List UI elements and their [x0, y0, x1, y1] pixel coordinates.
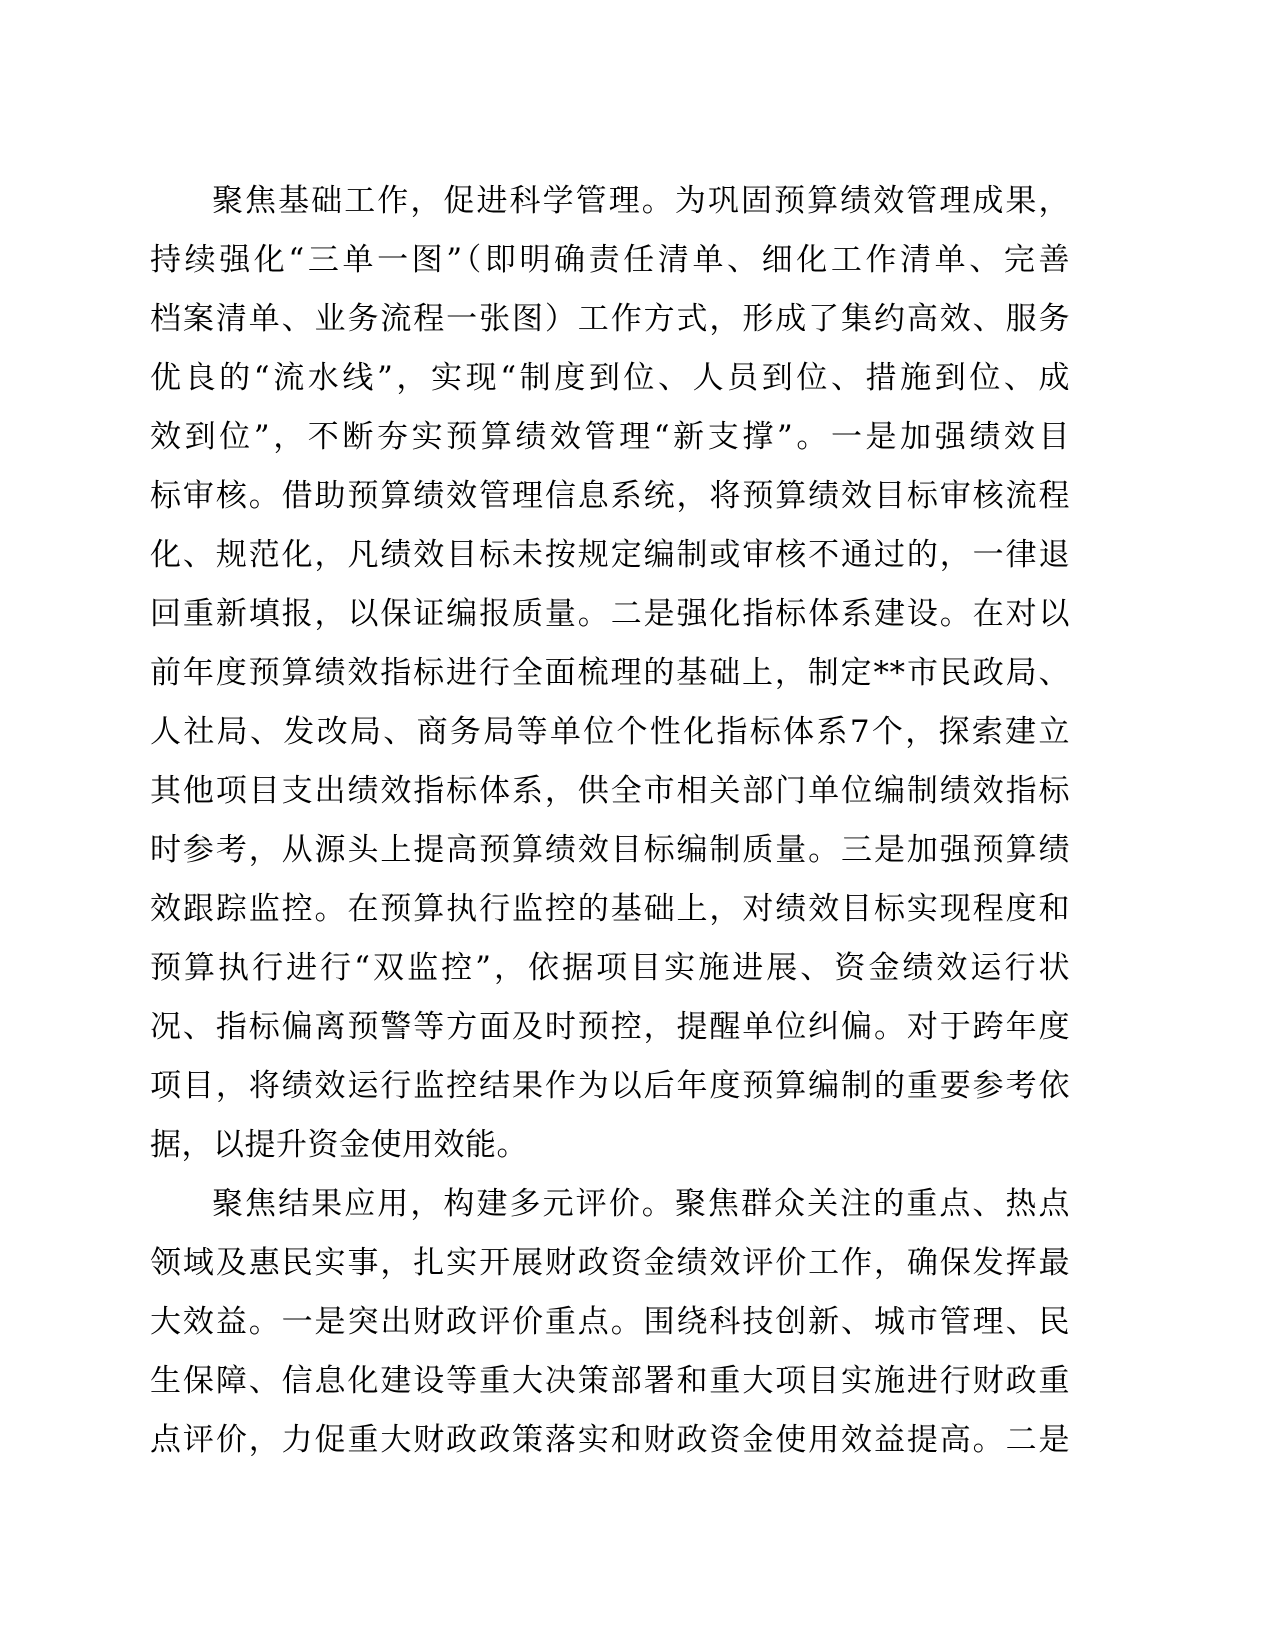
text-line: 生保障、信息化建设等重大决策部署和重大项目实施进行财政重 [150, 1363, 1070, 1399]
text-line: 回重新填报，以保证编报质量。二是强化指标体系建设。在对以 [150, 596, 1070, 632]
text-line: 据，以提升资金使用效能。 [150, 1127, 528, 1163]
text-line: 预算执行进行“双监控”，依据项目实施进展、资金绩效运行状 [150, 950, 1070, 986]
text-line: 项目，将绩效运行监控结果作为以后年度预算编制的重要参考依 [150, 1068, 1070, 1104]
text-line: 点评价，力促重大财政政策落实和财政资金使用效益提高。二是 [150, 1422, 1070, 1458]
text-line: 优良的“流水线”，实现“制度到位、人员到位、措施到位、成 [150, 360, 1070, 396]
document-body [150, 172, 1070, 1470]
text-line: 时参考，从源头上提高预算绩效目标编制质量。三是加强预算绩 [150, 832, 1070, 868]
paragraph-result-application [150, 1175, 1070, 1470]
text-line: 标审核。借助预算绩效管理信息系统，将预算绩效目标审核流程 [150, 478, 1070, 514]
text-line: 效到位”，不断夯实预算绩效管理“新支撑”。一是加强绩效目 [150, 419, 1070, 455]
text-line: 效跟踪监控。在预算执行监控的基础上，对绩效目标实现程度和 [150, 891, 1070, 927]
text-line: 持续强化“三单一图”（即明确责任清单、细化工作清单、完善 [150, 242, 1070, 278]
text-line: 化、规范化，凡绩效目标未按规定编制或审核不通过的，一律退 [150, 537, 1070, 573]
paragraph-foundation-work [150, 172, 1070, 1175]
text-line: 领域及惠民实事，扎实开展财政资金绩效评价工作，确保发挥最 [150, 1245, 1070, 1281]
text-line: 况、指标偏离预警等方面及时预控，提醒单位纠偏。对于跨年度 [150, 1009, 1070, 1045]
text-line: 大效益。一是突出财政评价重点。围绕科技创新、城市管理、民 [150, 1304, 1070, 1340]
text-line: 前年度预算绩效指标进行全面梳理的基础上，制定**市民政局、 [150, 655, 1070, 691]
text-line: 人社局、发改局、商务局等单位个性化指标体系7个，探索建立 [150, 714, 1070, 750]
text-line: 其他项目支出绩效指标体系，供全市相关部门单位编制绩效指标 [150, 773, 1070, 809]
text-line: 聚焦结果应用，构建多元评价。聚焦群众关注的重点、热点 [212, 1186, 1070, 1222]
text-line: 档案清单、业务流程一张图）工作方式，形成了集约高效、服务 [150, 301, 1070, 337]
text-line: 聚焦基础工作，促进科学管理。为巩固预算绩效管理成果， [212, 183, 1070, 219]
